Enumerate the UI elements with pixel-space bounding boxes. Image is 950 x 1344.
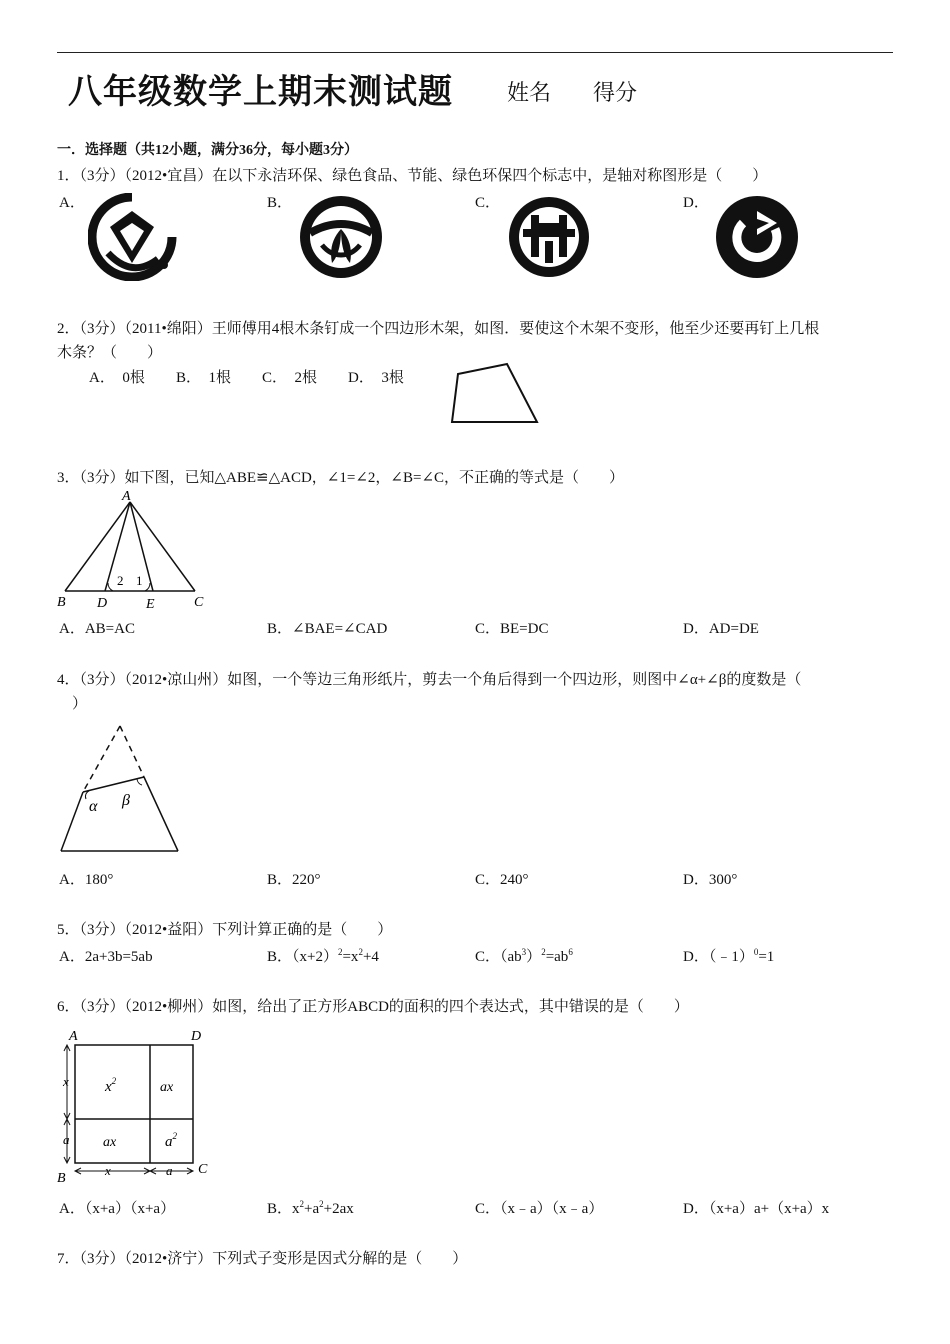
question-2-text-line2: 木条？（ ） <box>57 345 163 361</box>
top-rule <box>57 52 893 53</box>
question-4-text-line2: ） <box>72 696 88 712</box>
q6-bottom-x: x <box>105 1163 111 1178</box>
triangle-abe-acd-figure <box>55 486 215 611</box>
question-7-text: 7．（3分）（2012•济宁）下列式子变形是因式分解的是（ ） <box>57 1251 468 1267</box>
q3-angle-2-label: 2 <box>117 573 124 588</box>
q6-cell-ax-bottom: ax <box>103 1135 117 1150</box>
q3-option-d: D．AD=DE <box>683 621 759 637</box>
q6-label-d: D <box>191 1029 202 1044</box>
q6-option-b: B．$x^2+a^2+2ax$ <box>267 1199 354 1217</box>
q6-cell-x2: $x^2$ <box>105 1076 117 1095</box>
q6-side-x: x <box>63 1074 69 1089</box>
question-1-text: 1．（3分）（2012•宜昌）在以下永洁环保、绿色食品、节能、绿色环保四个标志中，是轴对称图形是（ ） <box>57 168 768 184</box>
question-3-text: 3．（3分）如下图，已知△ABE≌△ACD，∠1=∠2，∠B=∠C，不正确的等式是（ ） <box>57 470 625 486</box>
yongjie-eco-logo-icon <box>88 193 180 281</box>
question-2-text-line1: 2．（3分）（2011•绵阳）王师傅用4根木条钉成一个四边形木架，如图．要使这个木架不变形，他至少还要再钉上几根 <box>57 321 820 337</box>
q3-label-b: B <box>57 595 66 610</box>
name-label: 姓名 <box>507 81 552 106</box>
q2-option-d: D． 3根 <box>348 370 404 386</box>
q6-cell-ax-top: ax <box>160 1080 174 1095</box>
page-title: 八年级数学上期末测试题 <box>68 72 453 112</box>
q6-label-b: B <box>57 1171 66 1184</box>
q5-option-d: D．（﹣1）$^0$=1 <box>683 947 775 965</box>
q3-label-a: A <box>122 489 131 504</box>
q3-label-d: D <box>97 596 108 611</box>
q6-option-c: C．（x﹣a）（x﹣a） <box>475 1201 604 1217</box>
q5-option-b: B．$(x+2)^2=x^2+4$ <box>267 947 379 965</box>
q3-option-a: A．AB=AC <box>59 621 135 637</box>
q4-option-d: D．300° <box>683 872 738 888</box>
q2-option-b: B． 1根 <box>176 370 232 386</box>
q3-angle-1-label: 1 <box>136 573 143 588</box>
q4-option-a: A．180° <box>59 872 114 888</box>
q6-label-a: A <box>69 1029 78 1044</box>
q1-option-d-label: D． <box>683 195 709 211</box>
q6-label-c: C <box>198 1162 208 1177</box>
q5-option-a: A．2a+3b=5ab <box>59 949 153 965</box>
square-abcd-area-figure <box>55 1024 215 1184</box>
q4-option-b: B．220° <box>267 872 321 888</box>
q6-cell-a2: $a^2$ <box>165 1131 177 1150</box>
q1-option-a-label: A． <box>59 195 85 211</box>
energy-saving-logo-icon <box>505 193 593 281</box>
q6-bottom-a: a <box>166 1163 173 1178</box>
q6-side-a: a <box>63 1132 70 1147</box>
question-4-text-line1: 4．（3分）（2012•凉山州）如图，一个等边三角形纸片，剪去一个角后得到一个四边形，则图中∠α+∠β的度数是（ <box>57 672 802 688</box>
q4-beta-label: β <box>122 792 130 809</box>
q3-option-c: C．BE=DC <box>475 621 549 637</box>
q1-option-c-label: C． <box>475 195 501 211</box>
q6-option-a: A．（x+a）（x+a） <box>59 1201 176 1217</box>
q4-alpha-label: α <box>89 798 98 815</box>
quadrilateral-frame-figure <box>445 358 545 428</box>
q5-option-c: C．$(ab^3)^2=ab^6$ <box>475 947 573 965</box>
q3-option-b: B．∠BAE=∠CAD <box>267 621 388 637</box>
q3-label-c: C <box>194 595 204 610</box>
q2-option-a: A． 0根 <box>89 370 145 386</box>
q2-option-c: C． 2根 <box>262 370 318 386</box>
q4-option-c: C．240° <box>475 872 529 888</box>
cut-equilateral-triangle-figure <box>55 720 185 858</box>
q1-option-b-label: B． <box>267 195 293 211</box>
green-food-logo-icon <box>296 193 386 281</box>
score-label: 得分 <box>593 81 638 106</box>
question-6-text: 6．（3分）（2012•柳州）如图，给出了正方形ABCD的面积的四个表达式，其中错误的是（ ） <box>57 999 689 1015</box>
green-recycle-logo-icon <box>713 193 801 281</box>
question-5-text: 5．（3分）（2012•益阳）下列计算正确的是（ ） <box>57 922 393 938</box>
q3-label-e: E <box>146 597 155 611</box>
section-heading: 一．选择题（共12小题，满分36分，每小题3分） <box>57 143 358 158</box>
q6-option-d: D．（x+a）a+（x+a）x <box>683 1201 830 1217</box>
